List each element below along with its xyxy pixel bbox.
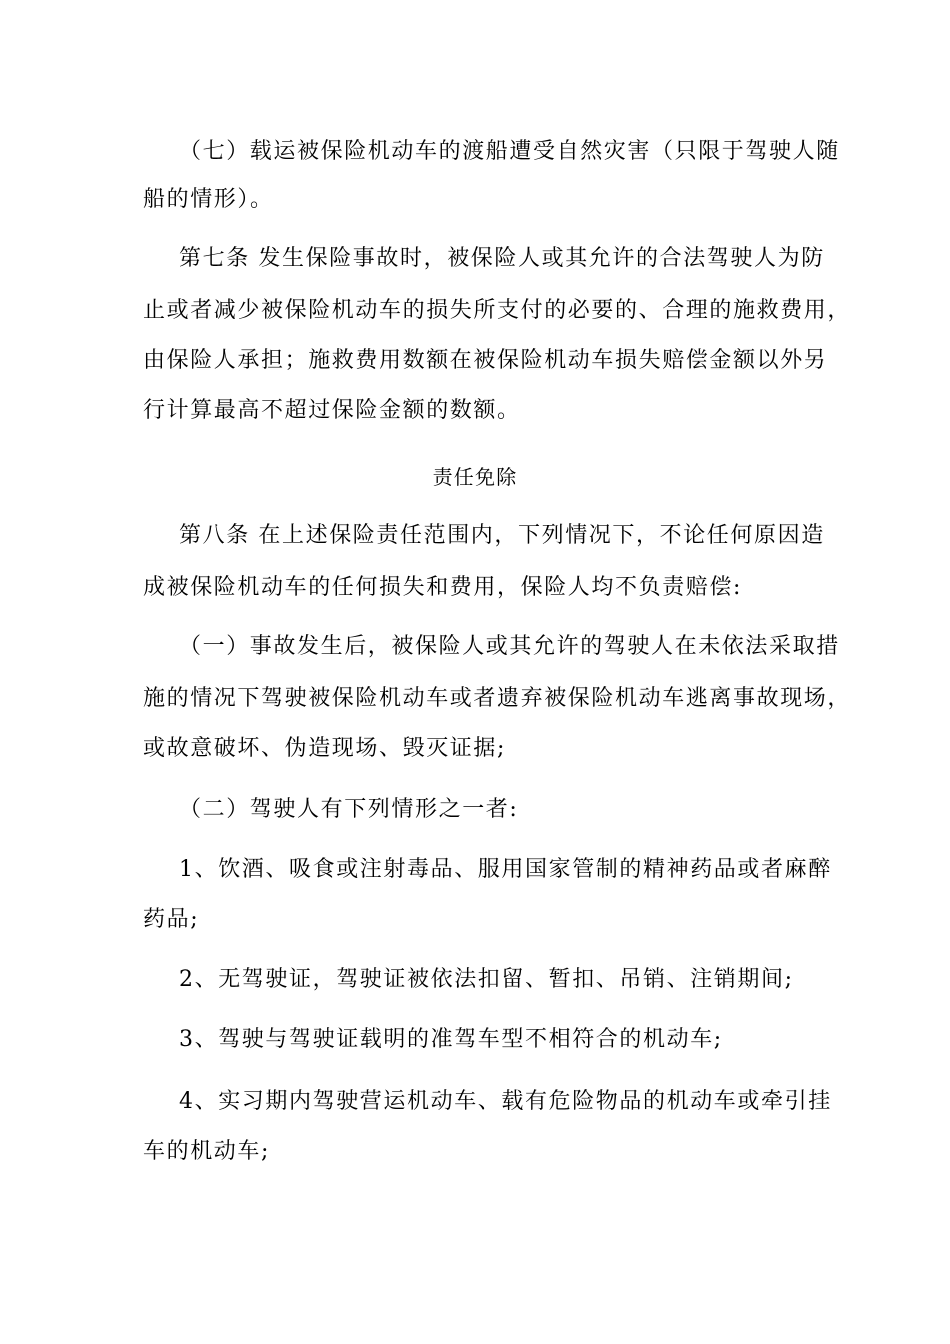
paragraph-line: 第八条 在上述保险责任范围内，下列情况下，不论任何原因造 bbox=[179, 523, 825, 548]
paragraph-line: 第七条 发生保险事故时，被保险人或其允许的合法驾驶人为防 bbox=[179, 246, 825, 271]
paragraph-line: 由保险人承担；施救费用数额在被保险机动车损失赔偿金额以外另 bbox=[143, 348, 828, 373]
paragraph-line: 船的情形）。 bbox=[143, 187, 274, 212]
paragraph-line: 4、实习期内驾驶营运机动车、载有危险物品的机动车或牵引挂 bbox=[179, 1089, 832, 1114]
paragraph-line: 2、无驾驶证，驾驶证被依法扣留、暂扣、吊销、注销期间; bbox=[179, 967, 794, 992]
paragraph-line: 3、驾驶与驾驶证载明的准驾车型不相符合的机动车; bbox=[179, 1027, 723, 1052]
paragraph-line: （七）载运被保险机动车的渡船遭受自然灾害（只限于驾驶人随 bbox=[179, 139, 840, 164]
paragraph-line: 或故意破坏、伪造现场、毁灭证据; bbox=[143, 736, 507, 761]
section-heading: 责任免除 bbox=[432, 465, 518, 489]
paragraph-line: （一）事故发生后，被保险人或其允许的驾驶人在未依法采取措 bbox=[179, 634, 840, 659]
paragraph-line: 1、饮酒、吸食或注射毒品、服用国家管制的精神药品或者麻醉 bbox=[179, 857, 832, 882]
paragraph-line: 止或者减少被保险机动车的损失所支付的必要的、合理的施救费用， bbox=[143, 298, 852, 323]
paragraph-line: 施的情况下驾驶被保险机动车或者遗弃被保险机动车逃离事故现场， bbox=[143, 686, 852, 711]
paragraph-line: 成被保险机动车的任何损失和费用，保险人均不负责赔偿: bbox=[143, 575, 743, 600]
paragraph-line: （二）驾驶人有下列情形之一者: bbox=[179, 797, 519, 822]
paragraph-line: 行计算最高不超过保险金额的数额。 bbox=[143, 398, 521, 423]
paragraph-line: 车的机动车; bbox=[143, 1139, 271, 1164]
paragraph-line: 药品; bbox=[143, 907, 200, 932]
